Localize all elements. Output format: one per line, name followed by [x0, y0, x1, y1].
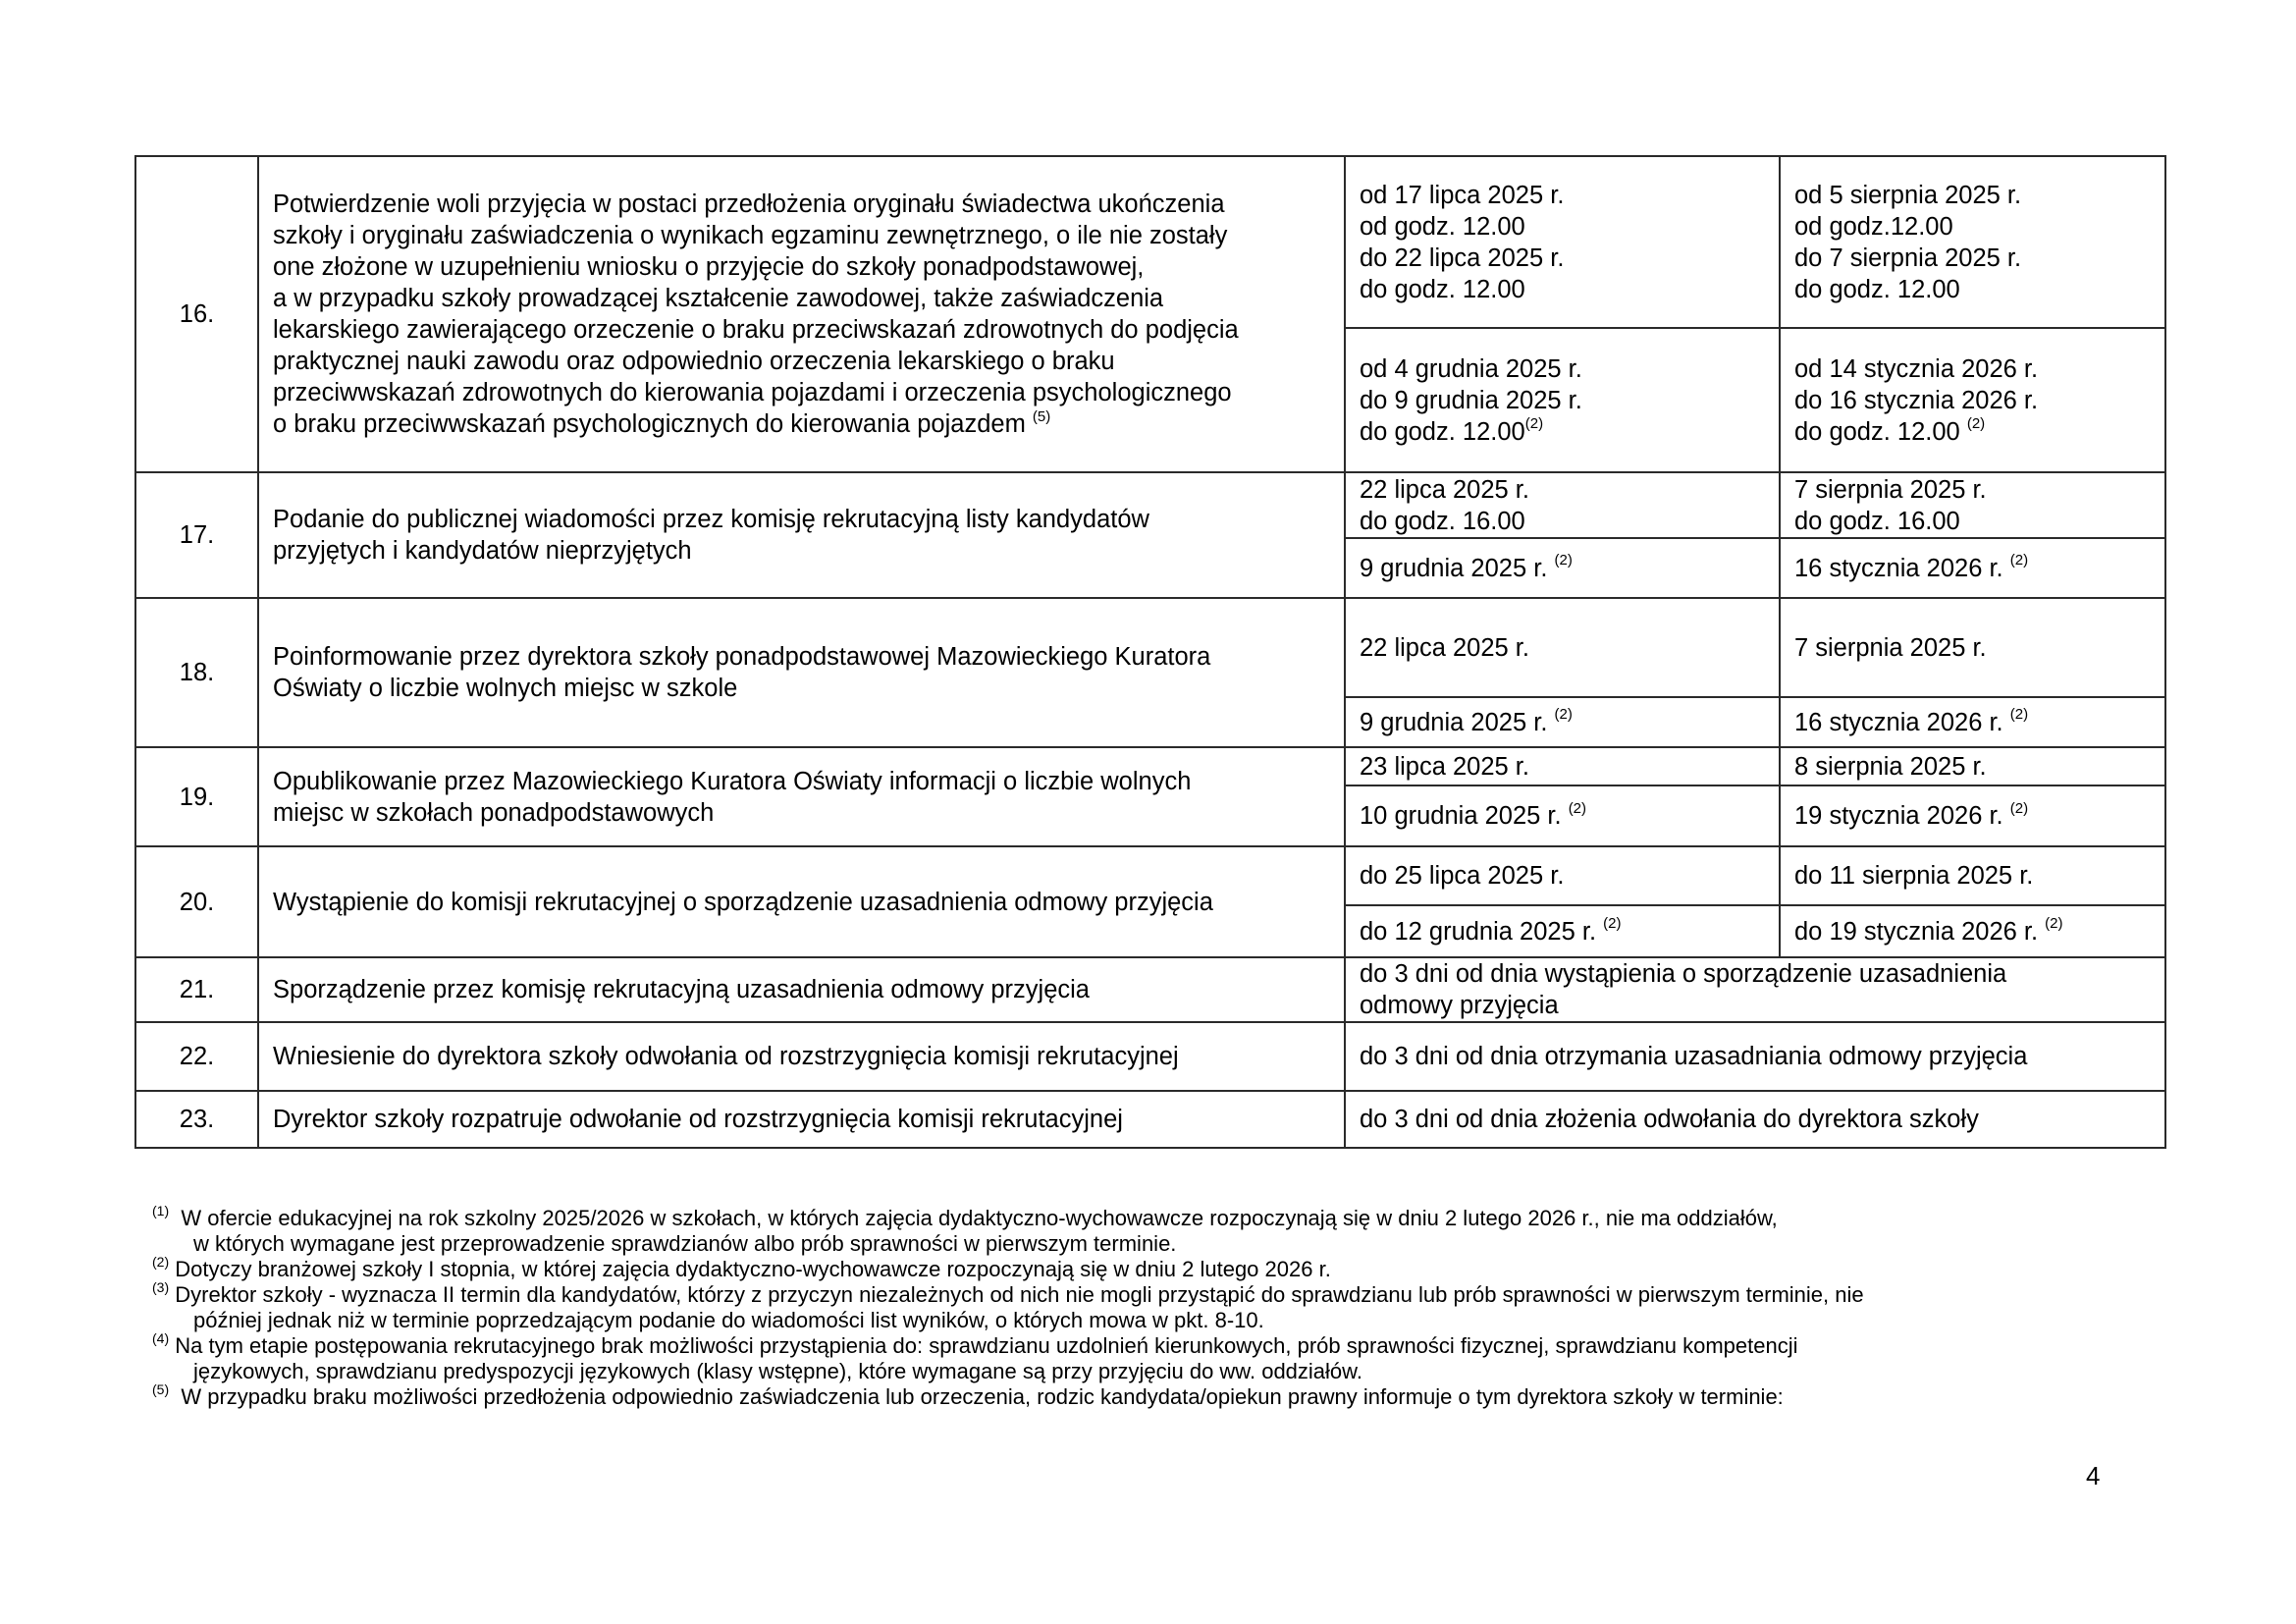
footnote-ref: (2)	[2009, 799, 2029, 817]
footnote-marker: (5)	[152, 1380, 170, 1397]
term1-date: 22 lipca 2025 r.	[1345, 598, 1780, 697]
term1-date-secondary: 9 grudnia 2025 r. $^{(2)}$	[1345, 538, 1780, 598]
table-row-16	[135, 156, 2165, 328]
term1-date-secondary: 10 grudnia 2025 r. $^{(2)}$	[1345, 785, 1780, 846]
term2-date-secondary: 16 stycznia 2026 r. $^{(2)}$	[1780, 538, 2165, 598]
footnote-ref: (2)	[1554, 552, 1573, 568]
table-row-19	[135, 747, 2165, 785]
term2-date: od 5 sierpnia 2025 r. od godz.12.00 do 7 sierpnia 2025 r. do godz. 12.00	[1780, 156, 2165, 328]
term1-date: od 17 lipca 2025 r. od godz. 12.00 do 22 lipca 2025 r. do godz. 12.00	[1345, 156, 1780, 328]
term1-date: do 25 lipca 2025 r.	[1345, 846, 1780, 905]
row-description: Opublikowanie przez Mazowieckiego Kuratora Oświaty informacji o liczbie wolnych miejsc w szkołach ponadpodstawowych	[258, 747, 1345, 846]
merged-term: do 3 dni od dnia otrzymania uzasadniania odmowy przyjęcia	[1345, 1022, 2165, 1091]
merged-term: do 3 dni od dnia złożenia odwołania do dyrektora szkoły	[1345, 1091, 2165, 1148]
term1-date: 23 lipca 2025 r.	[1345, 747, 1780, 785]
page-number: 4	[2086, 1461, 2101, 1490]
footnote-5: $^{(5)}$ W przypadku braku możliwości przedłożenia odpowiednio zaświadczenia lub orzeczenia, rodzic kandydata/opiekun prawny informuje o tym dyrektora szkoły w terminie:	[152, 1380, 1784, 1409]
recruitment-schedule-table	[134, 155, 2166, 1149]
row-description: Wniesienie do dyrektora szkoły odwołania od rozstrzygnięcia komisji rekrutacyjnej	[258, 1022, 1345, 1091]
term2-date: 7 sierpnia 2025 r.	[1780, 598, 2165, 697]
row-number: 21.	[135, 957, 258, 1022]
footnote-2: $^{(2)}$ Dotyczy branżowej szkoły I stopnia, w której zajęcia dydaktyczno-wychowawcze rozpoczynają się w dniu 2 lutego 2026 r.	[152, 1253, 1331, 1281]
row-description: Potwierdzenie woli przyjęcia w postaci przedłożenia oryginału świadectwa ukończenia szkoły i oryginału zaświadczenia o wynikach egzaminu zewnętrznego, o ile nie zostały one złożone w uzupełnieniu wniosku o przyjęcie do szkoły ponadpodstawowej, a w przypadku szkoły prowadzącej kształcenie zawodowej, także zaświadczenia lekarskiego zawierającego orzeczenie o braku przeciwskazań zdrowotnych do podjęcia praktycznej nauki zawodu oraz odpowiednio orzeczenia lekarskiego o braku przeciwwskazań zdrowotnych do kierowania pojazdami i orzeczenia psychologicznego o braku przeciwwskazań psychologicznych do kierowania pojazdem $^{(5)}$	[258, 156, 1345, 472]
term2-date-secondary: 19 stycznia 2026 r. $^{(2)}$	[1780, 785, 2165, 846]
footnote-marker: (4)	[152, 1329, 170, 1346]
row-description: Sporządzenie przez komisję rekrutacyjną uzasadnienia odmowy przyjęcia	[258, 957, 1345, 1022]
table-row-23	[135, 1091, 2165, 1148]
footnote-ref: (2)	[2009, 706, 2029, 723]
row-number: 23.	[135, 1091, 258, 1148]
term2-date-secondary: do 19 stycznia 2026 r. $^{(2)}$	[1780, 905, 2165, 957]
term2-date: 7 sierpnia 2025 r. do godz. 16.00	[1780, 472, 2165, 538]
table-row-17	[135, 472, 2165, 538]
term1-date-secondary: do 12 grudnia 2025 r. $^{(2)}$	[1345, 905, 1780, 957]
row-description: Dyrektor szkoły rozpatruje odwołanie od rozstrzygnięcia komisji rekrutacyjnej	[258, 1091, 1345, 1148]
footnote-4: $^{(4)}$ Na tym etapie postępowania rekrutacyjnego brak możliwości przystąpienia do: sprawdzianu uzdolnień kierunkowych, prób sprawności fizycznej, sprawdzianu kompetencji językowych, sprawdzianu predyspozycji językowych (klasy wstępne), które wymagane są przy przyjęciu do ww. oddziałów.	[152, 1329, 1798, 1383]
footnote-ref: (2)	[1568, 799, 1587, 817]
table-row-20	[135, 846, 2165, 905]
table-row-18	[135, 598, 2165, 697]
footnote-3: $^{(3)}$ Dyrektor szkoły - wyznacza II termin dla kandydatów, którzy z przyczyn niezależnych od nich nie mogli przystąpić do sprawdzianu lub prób sprawności w pierwszym terminie, nie później jednak niż w terminie poprzedzającym podanie do wiadomości list wyników, o których mowa w pkt. 8-10.	[152, 1278, 1864, 1332]
row-description: Wystąpienie do komisji rekrutacyjnej o sporządzenie uzasadnienia odmowy przyjęcia	[258, 846, 1345, 957]
merged-term: do 3 dni od dnia wystąpienia o sporządzenie uzasadnienia odmowy przyjęcia	[1345, 957, 2165, 1022]
footnote-ref: (5)	[1032, 407, 1051, 425]
table-row-21	[135, 957, 2165, 1022]
footnote-ref: (2)	[1524, 415, 1544, 432]
footnote-ref: (2)	[1966, 415, 1986, 432]
term1-date-secondary: od 4 grudnia 2025 r. do 9 grudnia 2025 r. do godz. 12.00$^{(2)}$	[1345, 328, 1780, 472]
footnote-ref: (2)	[2009, 552, 2029, 568]
table-row-22	[135, 1022, 2165, 1091]
term2-date-secondary: od 14 stycznia 2026 r. do 16 stycznia 2026 r. do godz. 12.00 $^{(2)}$	[1780, 328, 2165, 472]
footnote-marker: (2)	[152, 1253, 170, 1270]
footnotes	[152, 1202, 2110, 1410]
row-number: 20.	[135, 846, 258, 957]
row-description: Poinformowanie przez dyrektora szkoły ponadpodstawowej Mazowieckiego Kuratora Oświaty o liczbie wolnych miejsc w szkole	[258, 598, 1345, 747]
term1-date: 22 lipca 2025 r. do godz. 16.00	[1345, 472, 1780, 538]
footnote-1: $^{(1)}$ W ofercie edukacyjnej na rok szkolny 2025/2026 w szkołach, w których zajęcia dydaktyczno-wychowawcze rozpoczynają się w dniu 2 lutego 2026 r., nie ma oddziałów, w których wymagane jest przeprowadzenie sprawdzianów albo prób sprawności w pierwszym terminie.	[152, 1202, 1778, 1256]
term2-date: do 11 sierpnia 2025 r.	[1780, 846, 2165, 905]
row-number: 16.	[135, 156, 258, 472]
row-number: 18.	[135, 598, 258, 747]
term2-date-secondary: 16 stycznia 2026 r. $^{(2)}$	[1780, 697, 2165, 747]
term1-date-secondary: 9 grudnia 2025 r. $^{(2)}$	[1345, 697, 1780, 747]
footnote-ref: (2)	[1603, 915, 1622, 932]
row-number: 17.	[135, 472, 258, 598]
row-description: Podanie do publicznej wiadomości przez komisję rekrutacyjną listy kandydatów przyjętych i kandydatów nieprzyjętych	[258, 472, 1345, 598]
term2-date: 8 sierpnia 2025 r.	[1780, 747, 2165, 785]
footnote-marker: (3)	[152, 1278, 170, 1295]
footnote-ref: (2)	[2045, 915, 2063, 932]
row-number: 19.	[135, 747, 258, 846]
row-number: 22.	[135, 1022, 258, 1091]
footnote-ref: (2)	[1554, 706, 1573, 723]
footnote-marker: (1)	[152, 1202, 170, 1218]
